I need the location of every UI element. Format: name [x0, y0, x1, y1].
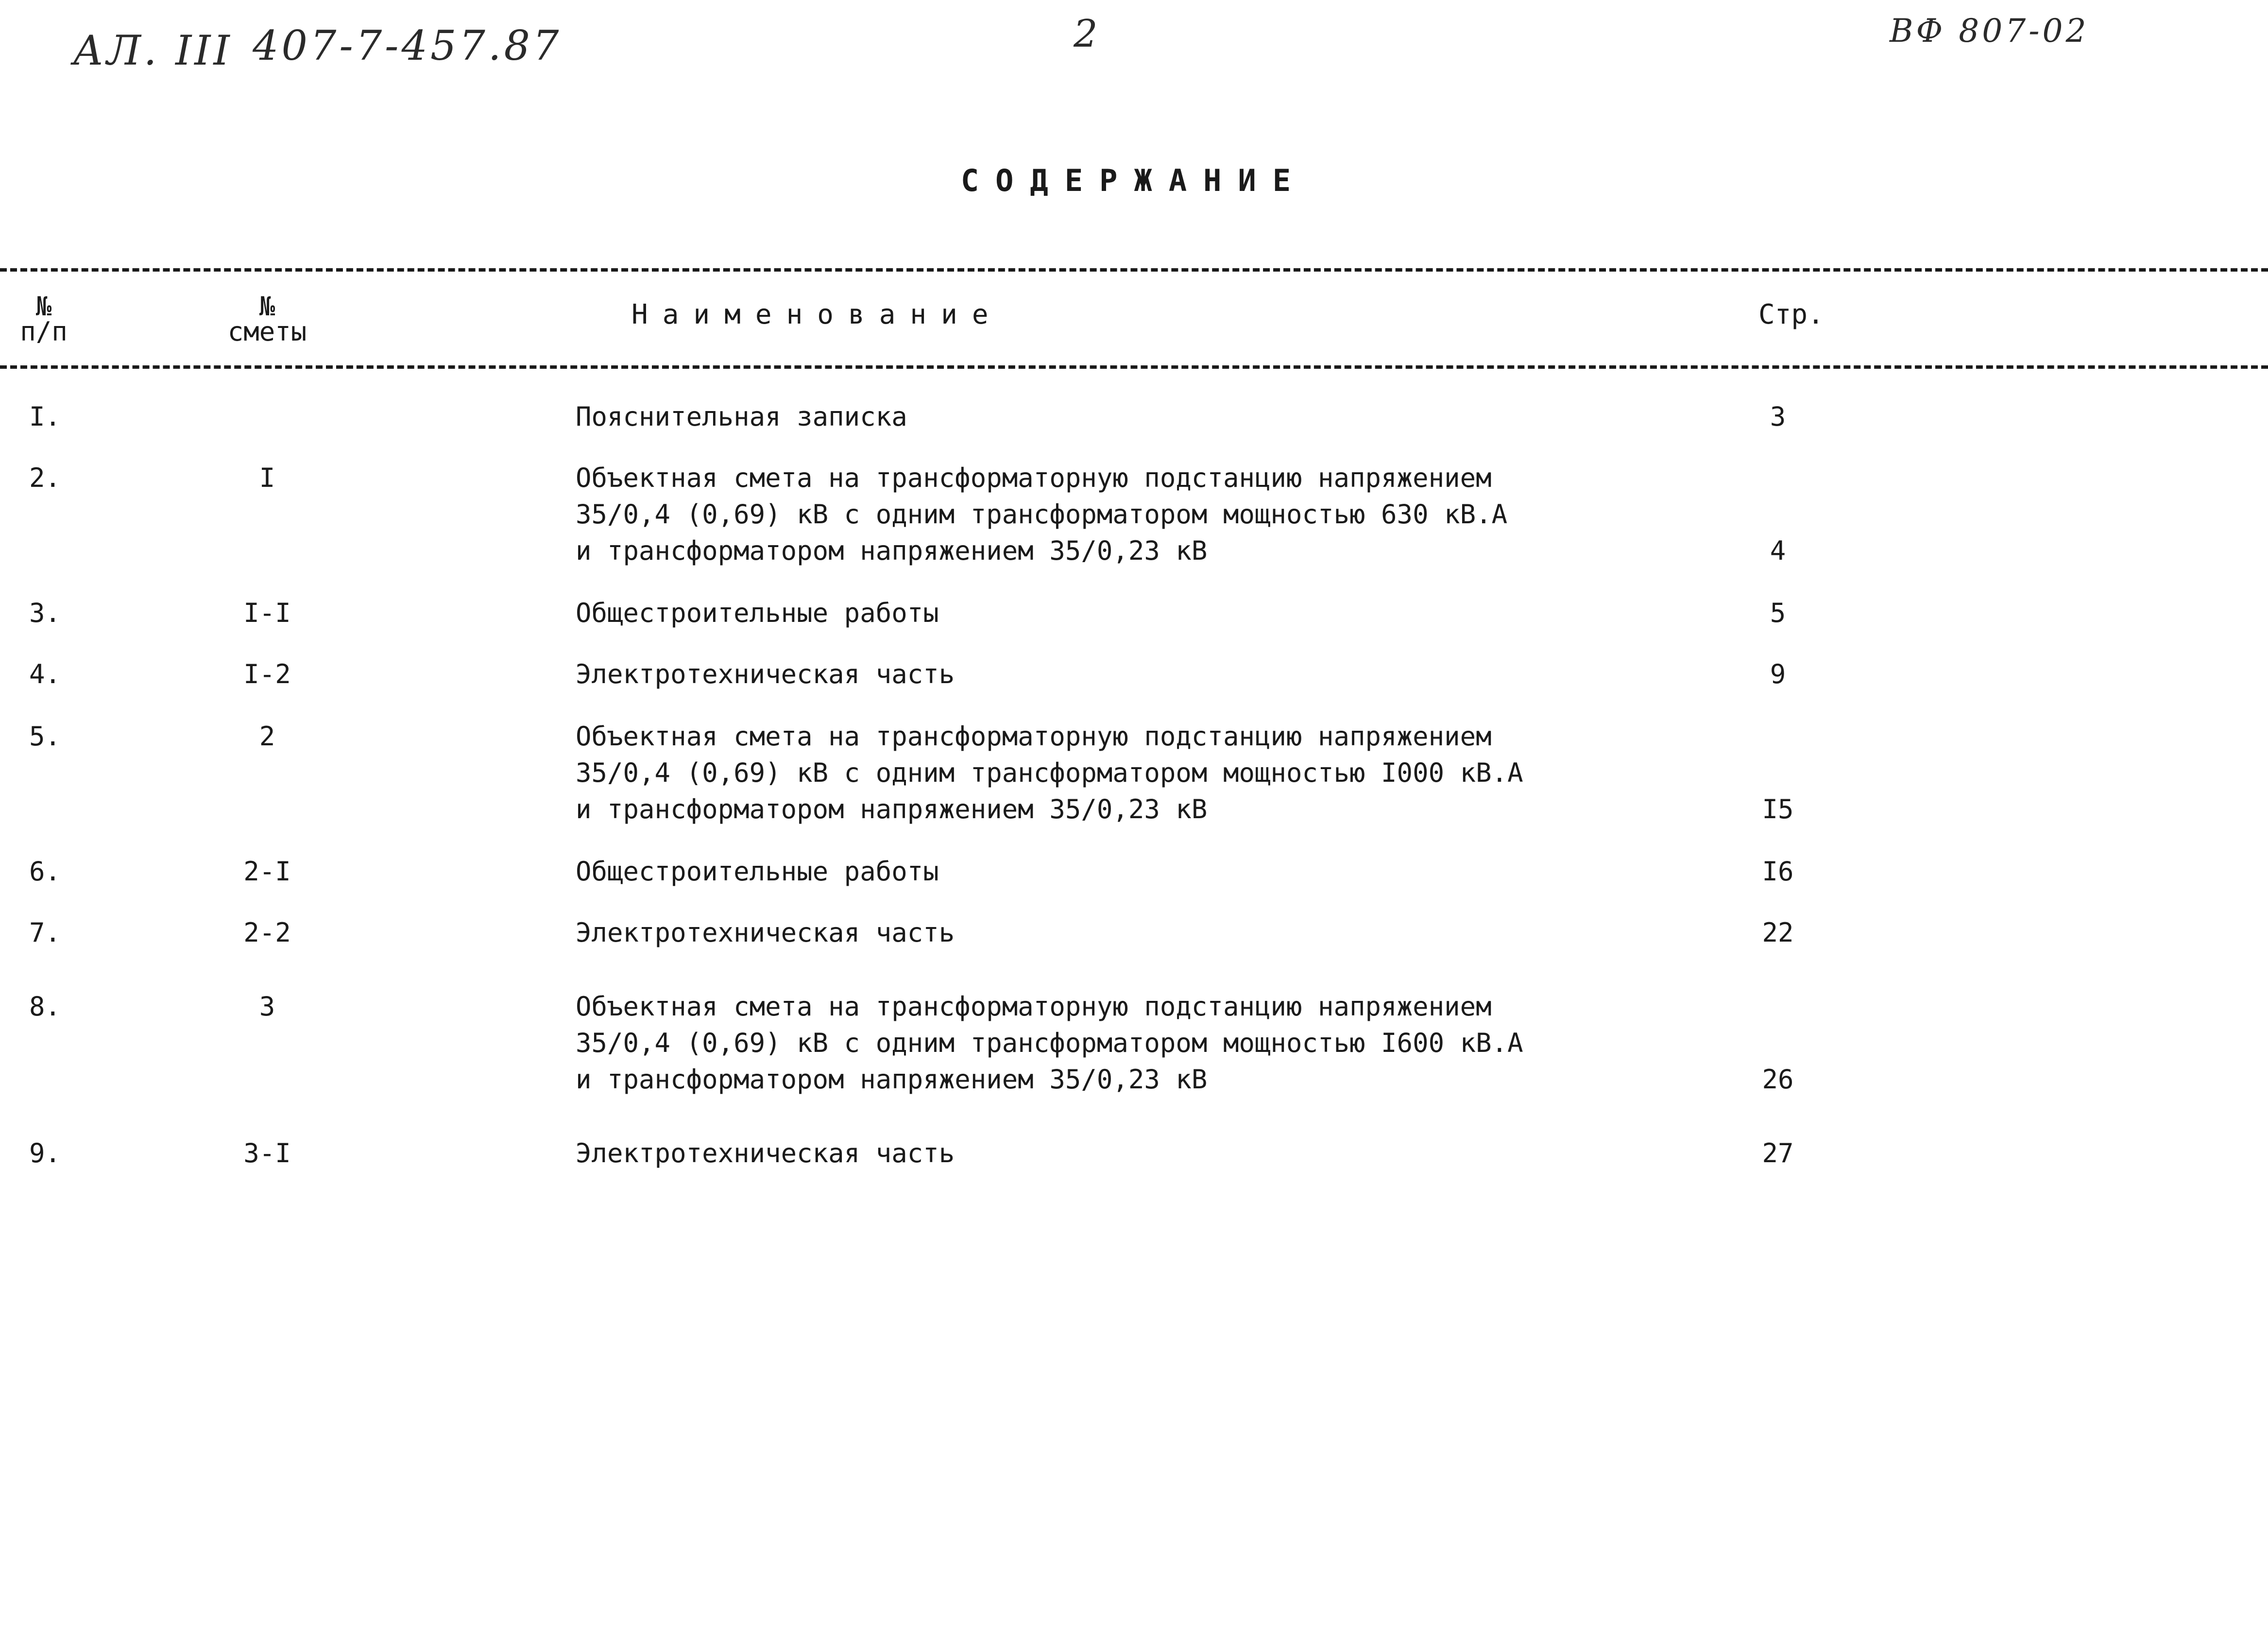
row-estimate: 2-2 — [243, 917, 291, 948]
table-header-divider — [0, 365, 2268, 369]
row-estimate: I-I — [243, 598, 291, 628]
row-number: 8. — [29, 991, 61, 1022]
row-page: I5 — [1762, 794, 1794, 825]
page-title: СОДЕРЖАНИЕ — [960, 163, 1308, 198]
row-page: 27 — [1762, 1138, 1794, 1169]
row-number: 7. — [29, 917, 61, 948]
row-number: 9. — [29, 1138, 61, 1169]
row-estimate: 3 — [259, 991, 275, 1022]
header-item-number: № п/п — [20, 291, 68, 347]
row-page: 4 — [1770, 535, 1786, 566]
header-page: Стр. — [1758, 299, 1824, 330]
row-page: 5 — [1770, 598, 1786, 628]
row-name: Электротехническая часть — [576, 659, 955, 689]
row-name: Электротехническая часть — [576, 917, 955, 948]
row-estimate: 3-I — [243, 1138, 291, 1169]
handwritten-page-number: 2 — [1074, 12, 1101, 56]
row-name: Объектная смета на трансформаторную подстанцию напряжением 35/0,4 (0,69) кВ с одним трансформатором мощностью 630 кВ.А и трансформатором напряжением 35/0,23 кВ — [576, 463, 1508, 566]
handwritten-project-number: 407-7-457.87 — [253, 22, 562, 69]
row-name: Объектная смета на трансформаторную подстанцию напряжением 35/0,4 (0,69) кВ с одним трансформатором мощностью I000 кВ.А и трансформатором напряжением 35/0,23 кВ — [576, 721, 1523, 825]
handwritten-archive-code: ВФ 807-02 — [1890, 12, 2089, 50]
row-estimate: 2-I — [243, 856, 291, 887]
table-top-divider — [0, 268, 2268, 272]
row-number: 3. — [29, 598, 61, 628]
header-estimate-number: № сметы — [227, 291, 307, 347]
handwritten-sheet-code: АЛ. III — [73, 27, 233, 74]
row-page: 9 — [1770, 659, 1786, 689]
row-estimate: I — [259, 463, 275, 493]
row-estimate: 2 — [259, 721, 275, 752]
row-name: Объектная смета на трансформаторную подстанцию напряжением 35/0,4 (0,69) кВ с одним трансформатором мощностью I600 кВ.А и трансформатором напряжением 35/0,23 кВ — [576, 991, 1523, 1095]
row-number: I. — [29, 401, 61, 432]
row-name: Пояснительная записка — [576, 401, 907, 432]
row-page: 3 — [1770, 401, 1786, 432]
row-page: 22 — [1762, 917, 1794, 948]
row-number: 6. — [29, 856, 61, 887]
row-number: 2. — [29, 463, 61, 493]
row-name: Электротехническая часть — [576, 1138, 955, 1169]
row-name: Общестроительные работы — [576, 856, 939, 887]
row-number: 5. — [29, 721, 61, 752]
row-name: Общестроительные работы — [576, 598, 939, 628]
row-number: 4. — [29, 659, 61, 689]
row-page: 26 — [1762, 1064, 1794, 1095]
row-estimate: I-2 — [243, 659, 291, 689]
row-page: I6 — [1762, 856, 1794, 887]
header-name: Наименование — [631, 299, 1003, 330]
